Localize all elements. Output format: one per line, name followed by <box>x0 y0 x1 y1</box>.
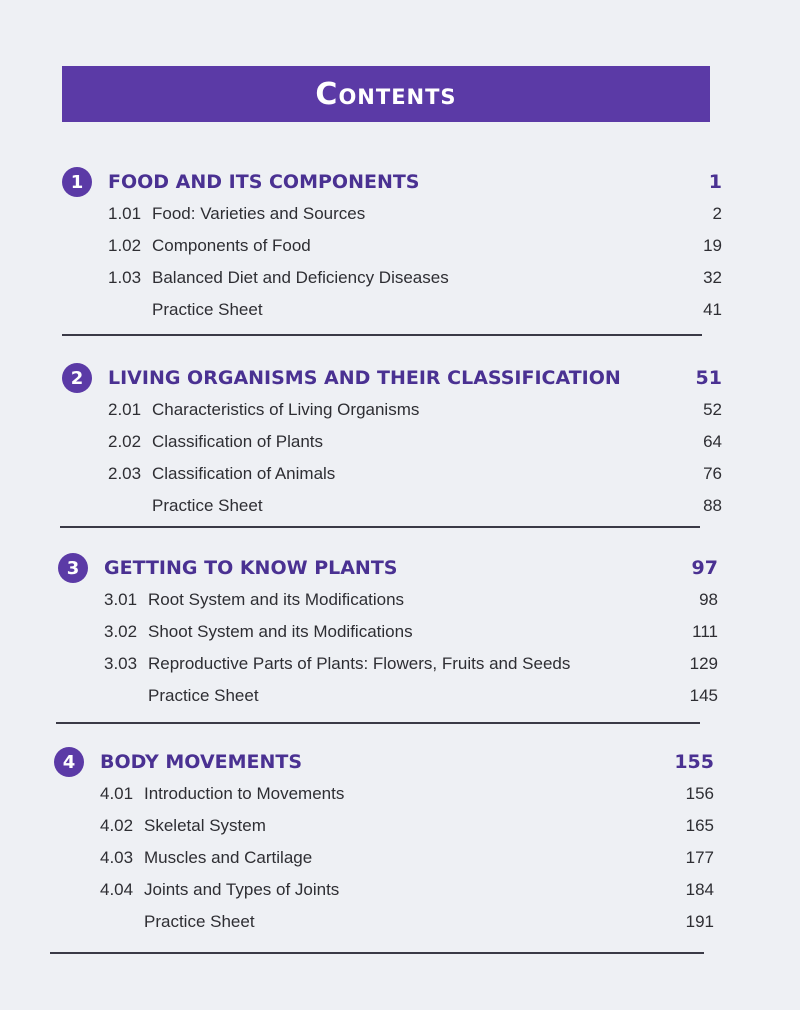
practice-sheet-entry[interactable] <box>62 490 722 522</box>
practice-sheet-page: 41 <box>703 300 722 319</box>
entry-code: 1.01 <box>108 204 142 223</box>
entry-page: 64 <box>703 432 722 451</box>
chapter-heading[interactable] <box>62 362 722 394</box>
entry-page: 165 <box>685 816 714 835</box>
chapter-1 <box>62 166 722 326</box>
toc-entry[interactable] <box>58 616 718 648</box>
chapter-title: LIVING ORGANISMS AND THEIR CLASSIFICATION <box>108 367 621 389</box>
chapter-4 <box>54 746 714 938</box>
entry-title: Introduction to Movements <box>144 784 345 803</box>
entry-code: 1.03 <box>108 268 142 287</box>
toc-entry[interactable] <box>58 648 718 680</box>
entry-code: 4.02 <box>100 816 134 835</box>
practice-sheet-title: Practice Sheet <box>152 300 263 319</box>
entry-title: Skeletal System <box>144 816 266 835</box>
chapter-page: 51 <box>695 367 722 389</box>
entry-title: Components of Food <box>152 236 311 255</box>
entry-page: 76 <box>703 464 722 483</box>
entry-code: 2.03 <box>108 464 142 483</box>
chapter-3 <box>58 552 718 712</box>
entry-code: 2.02 <box>108 432 142 451</box>
practice-sheet-page: 191 <box>685 912 714 931</box>
practice-sheet-entry[interactable] <box>58 680 718 712</box>
entry-code: 4.04 <box>100 880 134 899</box>
practice-sheet-title: Practice Sheet <box>152 496 263 515</box>
entry-code: 3.03 <box>104 654 138 673</box>
chapter-number-badge: 3 <box>58 553 88 583</box>
toc-entry[interactable] <box>54 842 714 874</box>
chapter-page: 97 <box>691 557 718 579</box>
entry-title: Root System and its Modifications <box>148 590 405 609</box>
chapter-2 <box>62 362 722 522</box>
entry-page: 184 <box>685 880 714 899</box>
entry-title: Shoot System and its Modifications <box>148 622 413 641</box>
practice-sheet-page: 145 <box>689 686 718 705</box>
entry-page: 2 <box>712 204 722 223</box>
entry-page: 98 <box>699 590 718 609</box>
practice-sheet-entry[interactable] <box>62 294 722 326</box>
contents-header-bar <box>62 66 710 122</box>
chapter-page: 155 <box>674 751 714 773</box>
toc-entry[interactable] <box>58 584 718 616</box>
toc-entry[interactable] <box>62 458 722 490</box>
entry-title: Reproductive Parts of Plants: Flowers, Fruits and Seeds <box>148 654 571 673</box>
entry-title: Food: Varieties and Sources <box>152 204 366 223</box>
chapter-number-badge: 4 <box>54 747 84 777</box>
entry-page: 156 <box>685 784 714 803</box>
entry-code: 2.01 <box>108 400 142 419</box>
chapter-title: GETTING TO KNOW PLANTS <box>104 557 398 579</box>
section-divider <box>62 334 702 336</box>
entry-page: 177 <box>685 848 714 867</box>
toc-entry[interactable] <box>54 778 714 810</box>
toc-entry[interactable] <box>62 262 722 294</box>
toc-entry[interactable] <box>62 394 722 426</box>
entry-title: Classification of Plants <box>152 432 324 451</box>
entry-page: 19 <box>703 236 722 255</box>
toc-entry[interactable] <box>62 230 722 262</box>
entry-title: Classification of Animals <box>152 464 336 483</box>
entry-code: 4.03 <box>100 848 134 867</box>
entry-code: 4.01 <box>100 784 134 803</box>
section-divider <box>56 722 700 724</box>
entry-title: Joints and Types of Joints <box>144 880 340 899</box>
entry-title: Characteristics of Living Organisms <box>152 400 420 419</box>
practice-sheet-entry[interactable] <box>54 906 714 938</box>
chapter-title: BODY MOVEMENTS <box>100 751 303 773</box>
entry-title: Balanced Diet and Deficiency Diseases <box>152 268 449 287</box>
entry-code: 3.02 <box>104 622 138 641</box>
toc-entry[interactable] <box>62 426 722 458</box>
entry-page: 32 <box>703 268 722 287</box>
section-divider <box>50 952 704 954</box>
chapter-heading[interactable] <box>54 746 714 778</box>
practice-sheet-title: Practice Sheet <box>144 912 255 931</box>
chapter-number-badge: 2 <box>62 363 92 393</box>
chapter-page: 1 <box>708 171 722 193</box>
entry-page: 52 <box>703 400 722 419</box>
chapter-heading[interactable] <box>62 166 722 198</box>
chapter-number-badge: 1 <box>62 167 92 197</box>
entry-page: 111 <box>692 622 718 641</box>
section-divider <box>60 526 700 528</box>
toc-entry[interactable] <box>54 874 714 906</box>
toc-entry[interactable] <box>62 198 722 230</box>
entry-code: 1.02 <box>108 236 142 255</box>
page-title: Contents <box>315 76 457 112</box>
practice-sheet-title: Practice Sheet <box>148 686 259 705</box>
practice-sheet-page: 88 <box>703 496 722 515</box>
chapter-heading[interactable] <box>58 552 718 584</box>
entry-page: 129 <box>689 654 718 673</box>
chapter-title: FOOD AND ITS COMPONENTS <box>108 171 420 193</box>
entry-title: Muscles and Cartilage <box>144 848 313 867</box>
toc-entry[interactable] <box>54 810 714 842</box>
entry-code: 3.01 <box>104 590 138 609</box>
